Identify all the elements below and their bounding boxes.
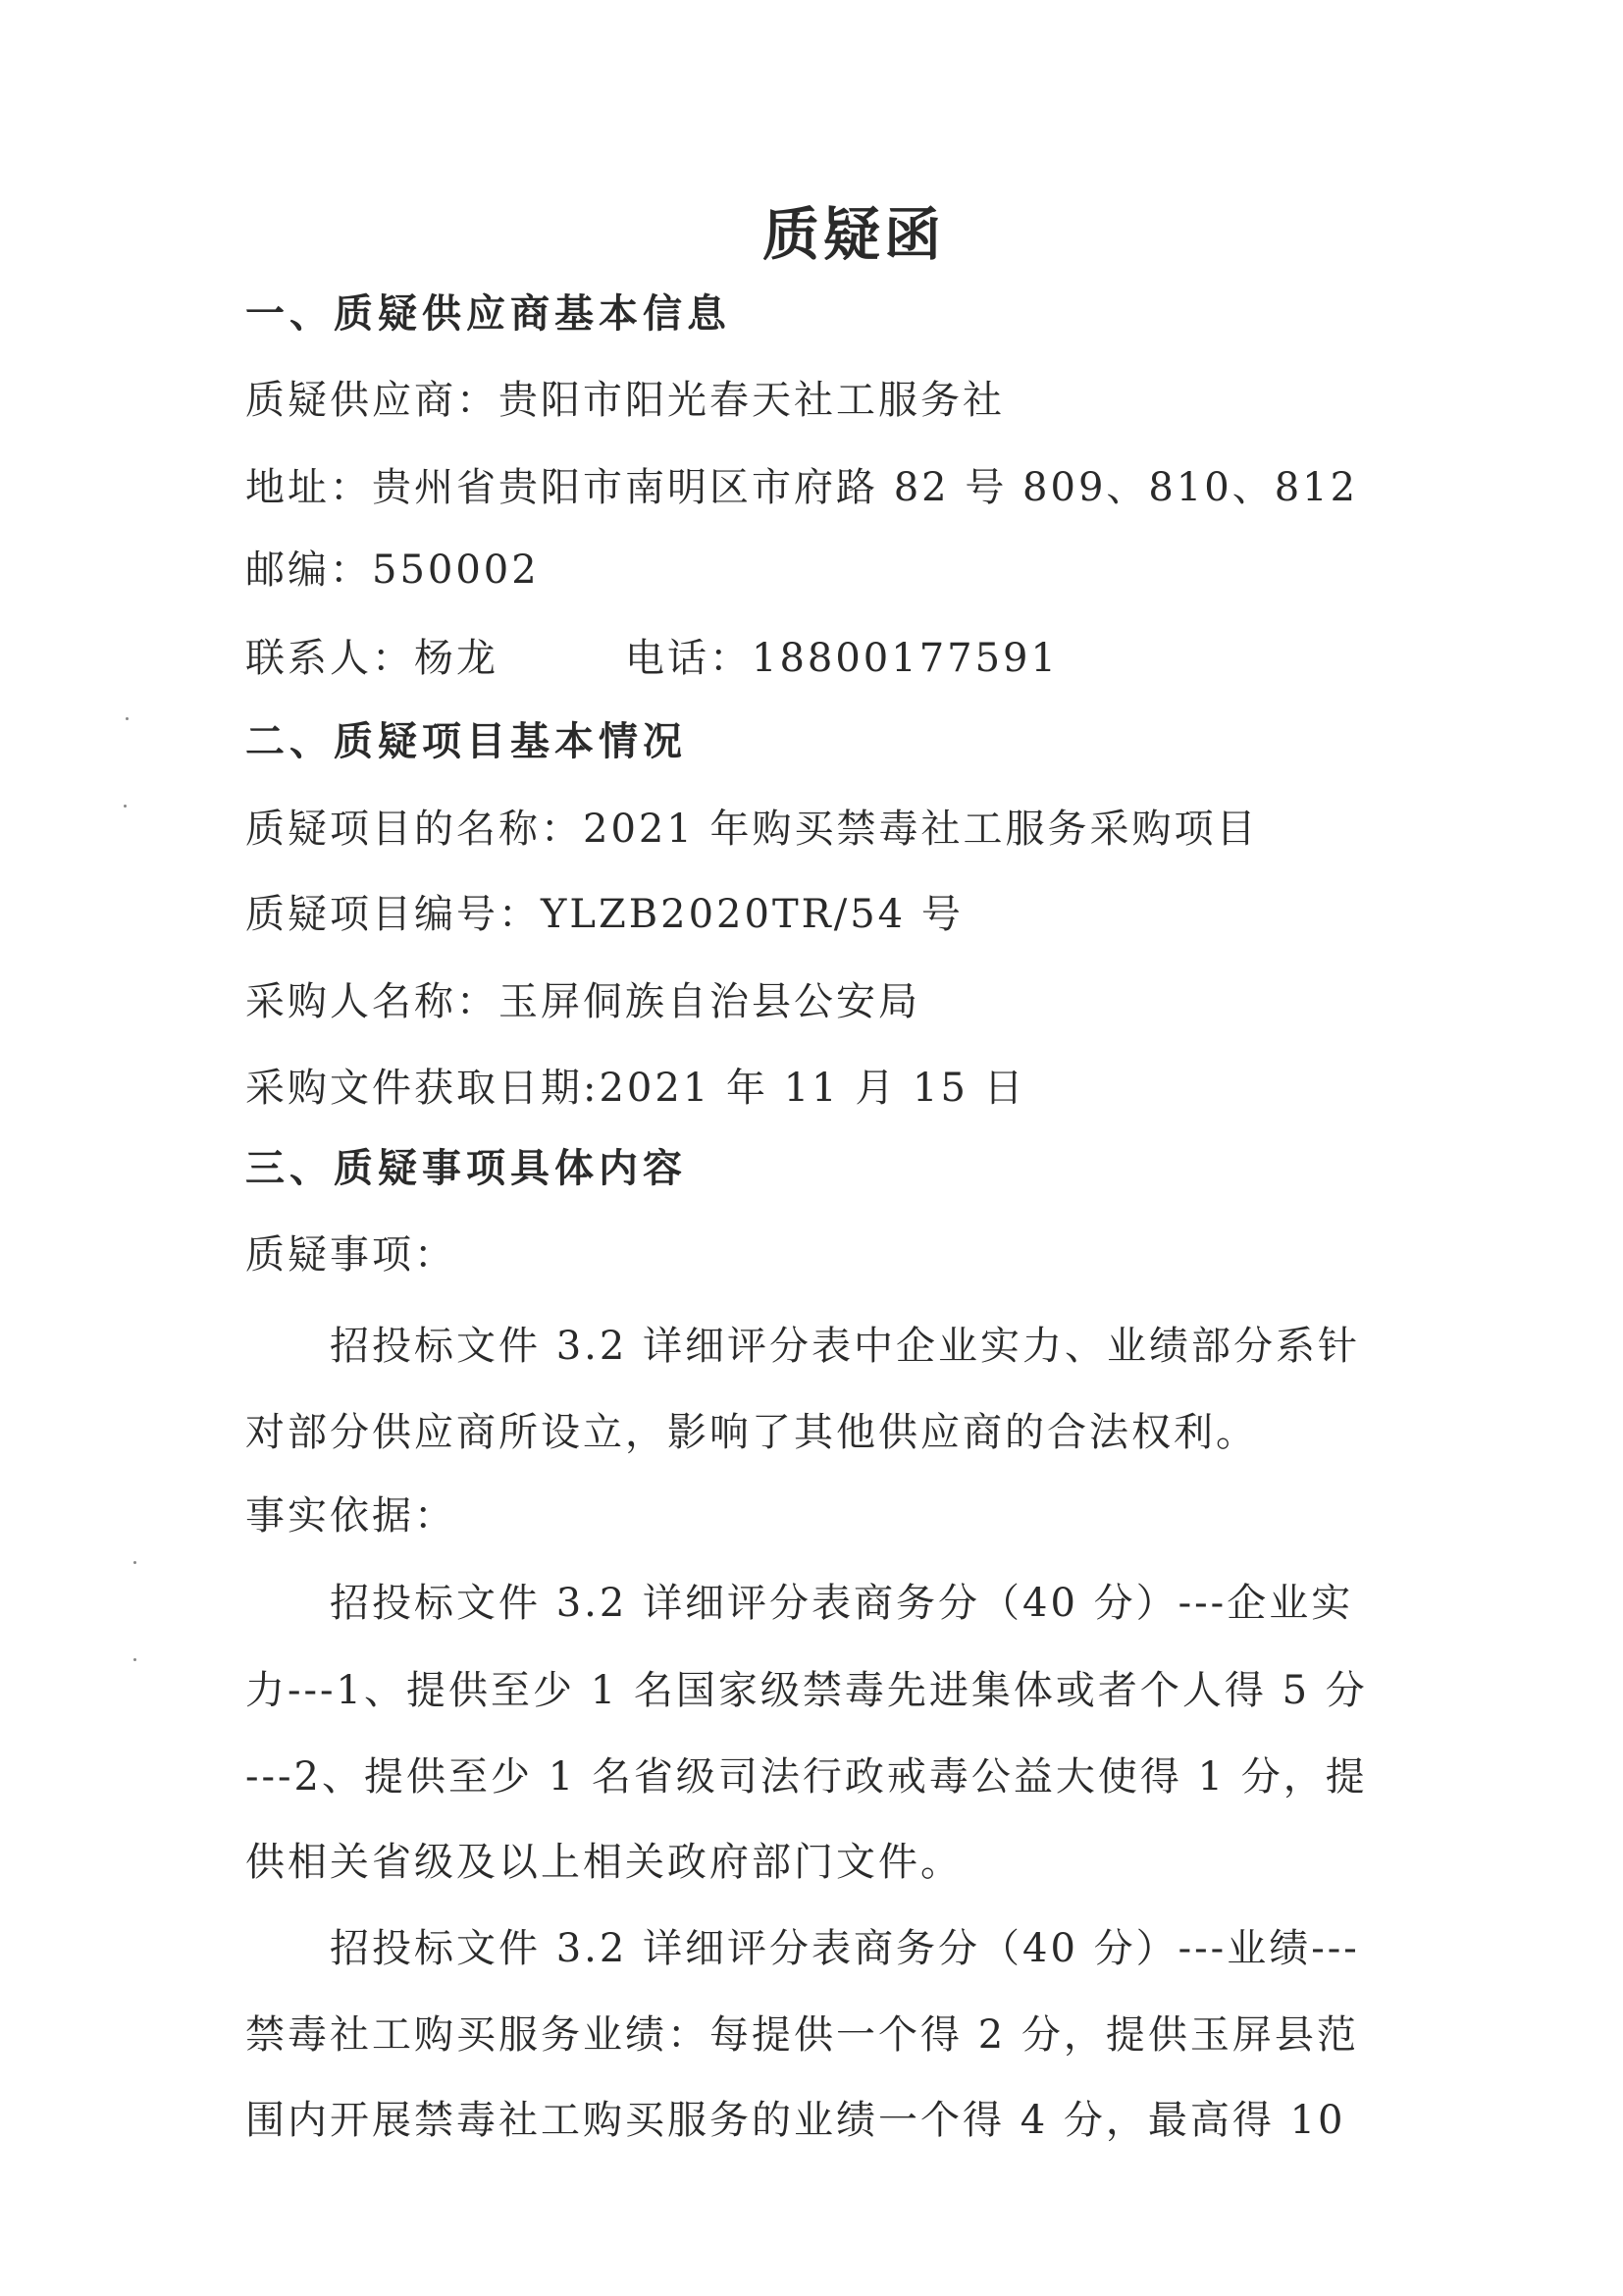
matter-line: 对部分供应商所设立，影响了其他供应商的合法权利。 — [245, 1410, 1258, 1455]
basis-line: ---2、提供至少 1 名省级司法行政戒毒公益大使得 1 分，提 — [245, 1754, 1368, 1800]
contact-line: 联系人：杨龙 — [245, 636, 498, 681]
address-line: 地址：贵州省贵阳市南明区市府路 82 号 809、810、812 — [245, 465, 1359, 510]
project-name-line: 质疑项目的名称：2021 年购买禁毒社工服务采购项目 — [245, 807, 1259, 852]
basis-line: 力---1、提供至少 1 名国家级禁毒先进集体或者个人得 5 分 — [245, 1668, 1368, 1713]
scan-speck — [133, 1658, 136, 1661]
project-number-line: 质疑项目编号：YLZB2020TR/54 号 — [245, 892, 964, 937]
basis-line: 招投标文件 3.2 详细评分表商务分（40 分）---企业实 — [330, 1581, 1354, 1626]
postcode-line: 邮编：550002 — [245, 548, 540, 593]
phone-line: 电话：18800177591 — [625, 636, 1059, 681]
document-title: 质疑函 — [761, 201, 945, 268]
matter-label: 质疑事项： — [245, 1232, 456, 1278]
section2-heading: 二、质疑项目基本情况 — [245, 718, 687, 764]
basis-line: 围内开展禁毒社工购买服务的业绩一个得 4 分，最高得 10 — [245, 2098, 1346, 2143]
section1-heading: 一、质疑供应商基本信息 — [245, 290, 731, 337]
supplier-line: 质疑供应商：贵阳市阳光春天社工服务社 — [245, 378, 1005, 423]
basis-line: 禁毒社工购买服务业绩：每提供一个得 2 分，提供玉屏县范 — [245, 2012, 1359, 2058]
scan-speck — [133, 1561, 136, 1564]
basis-line: 供相关省级及以上相关政府部门文件。 — [245, 1840, 963, 1885]
scan-speck — [124, 805, 127, 808]
scan-speck — [126, 717, 129, 720]
section3-heading: 三、质疑事项具体内容 — [245, 1145, 687, 1191]
matter-line: 招投标文件 3.2 详细评分表中企业实力、业绩部分系针 — [330, 1324, 1361, 1369]
basis-label: 事实依据： — [245, 1493, 456, 1539]
obtain-date-line: 采购文件获取日期:2021 年 11 月 15 日 — [245, 1066, 1026, 1111]
basis-line: 招投标文件 3.2 详细评分表商务分（40 分）---业绩--- — [330, 1926, 1360, 1971]
purchaser-line: 采购人名称：玉屏侗族自治县公安局 — [245, 979, 920, 1024]
